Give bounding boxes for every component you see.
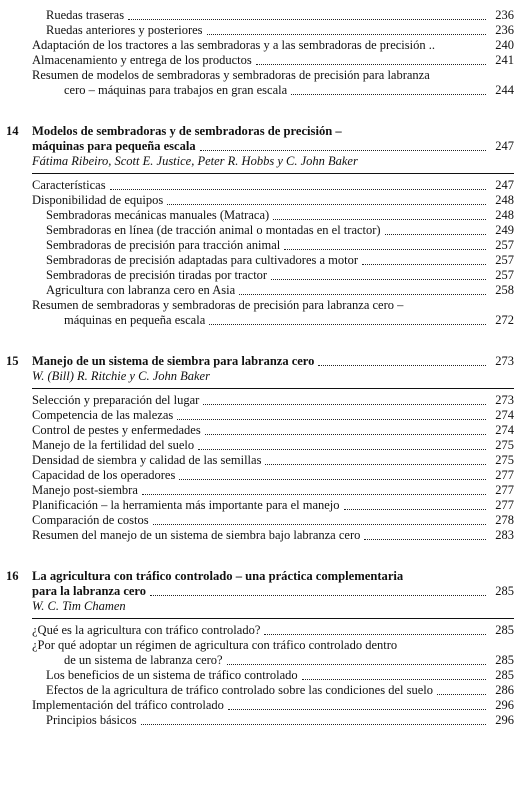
toc-entry: Capacidad de los operadores 277 [32, 468, 514, 482]
toc-entry-first-line: Resumen de sembradoras y sembradoras de precisión para labranza cero – [32, 298, 404, 312]
chapter-heading [6, 569, 514, 584]
chapter-number: 15 [6, 354, 19, 368]
toc-entry: ¿Qué es la agricultura con tráfico controlado? 285 [32, 623, 514, 637]
toc-entry: Sembradoras de precisión tiradas por tractor 257 [46, 268, 514, 282]
chapter-title-line: Modelos de sembradoras y de sembradoras de precisión – [32, 124, 342, 138]
toc-entry: Ruedas traseras 236 [46, 8, 514, 22]
toc-entry: Densidad de siembra y calidad de las semillas 275 [32, 453, 514, 467]
toc-entry: Sembradoras de precisión adaptadas para cultivadores a motor 257 [46, 253, 514, 267]
toc-entry: Agricultura con labranza cero en Asia 258 [46, 283, 514, 297]
toc-entry: Adaptación de los tractores a las sembradoras y a las sembradoras de precisión .. 240 [32, 38, 514, 52]
toc-entry: Sembradoras en línea (de tracción animal o montadas en el tractor) 249 [46, 223, 514, 237]
toc-entry: Sembradoras mecánicas manuales (Matraca) 248 [46, 208, 514, 222]
toc-entry: Principios básicos 296 [46, 713, 514, 727]
chapter-title-line: La agricultura con tráfico controlado – una práctica complementaria [32, 569, 404, 583]
toc-entry: Planificación – la herramienta más importante para el manejo 277 [32, 498, 514, 512]
toc-entry-first-line: Resumen de modelos de sembradoras y sembradoras de precisión para labranza [32, 68, 430, 82]
chapter-heading: 15 Manejo de un sistema de siembra para labranza cero 273 [6, 354, 514, 368]
toc-entry-first-line: ¿Por qué adoptar un régimen de agricultura con tráfico controlado dentro [32, 638, 398, 652]
toc-entry: máquinas en pequeña escala 272 [64, 313, 514, 327]
chapter-number: 14 [6, 124, 19, 138]
chapter-authors: Fátima Ribeiro, Scott E. Justice, Peter R. Hobbs y C. John Baker [32, 154, 358, 168]
toc-entry: Control de pestes y enfermedades 274 [32, 423, 514, 437]
toc-entry: Manejo de la fertilidad del suelo 275 [32, 438, 514, 452]
toc-entry: Ruedas anteriores y posteriores 236 [46, 23, 514, 37]
toc-entry: de un sistema de labranza cero? 285 [64, 653, 514, 667]
toc-entry: Los beneficios de un sistema de tráfico controlado 285 [46, 668, 514, 682]
toc-entry: Disponibilidad de equipos 248 [32, 193, 514, 207]
toc-entry: Características 247 [32, 178, 514, 192]
toc-entry: Resumen del manejo de un sistema de siembra bajo labranza cero 283 [32, 528, 514, 542]
chapter-authors: W. (Bill) R. Ritchie y C. John Baker [32, 369, 210, 383]
toc-entry: Sembradoras de precisión para tracción animal 257 [46, 238, 514, 252]
chapter-title-last-line: máquinas para pequeña escala 247 [32, 139, 514, 153]
toc-entry: Comparación de costos 278 [32, 513, 514, 527]
chapter-heading [6, 124, 514, 139]
toc-entry: Selección y preparación del lugar 273 [32, 393, 514, 407]
toc-entry: Competencia de las malezas 274 [32, 408, 514, 422]
chapter-title-last-line: para la labranza cero 285 [32, 584, 514, 598]
toc-entry: Efectos de la agricultura de tráfico controlado sobre las condiciones del suelo 286 [46, 683, 514, 697]
toc-entry: Implementación del tráfico controlado 296 [32, 698, 514, 712]
toc-entry: Manejo post-siembra 277 [32, 483, 514, 497]
chapter-authors: W. C. Tim Chamen [32, 599, 126, 613]
toc-entry: cero – máquinas para trabajos en gran escala 244 [64, 83, 514, 97]
toc-entry: Almacenamiento y entrega de los productos 241 [32, 53, 514, 67]
chapter-number: 16 [6, 569, 19, 583]
